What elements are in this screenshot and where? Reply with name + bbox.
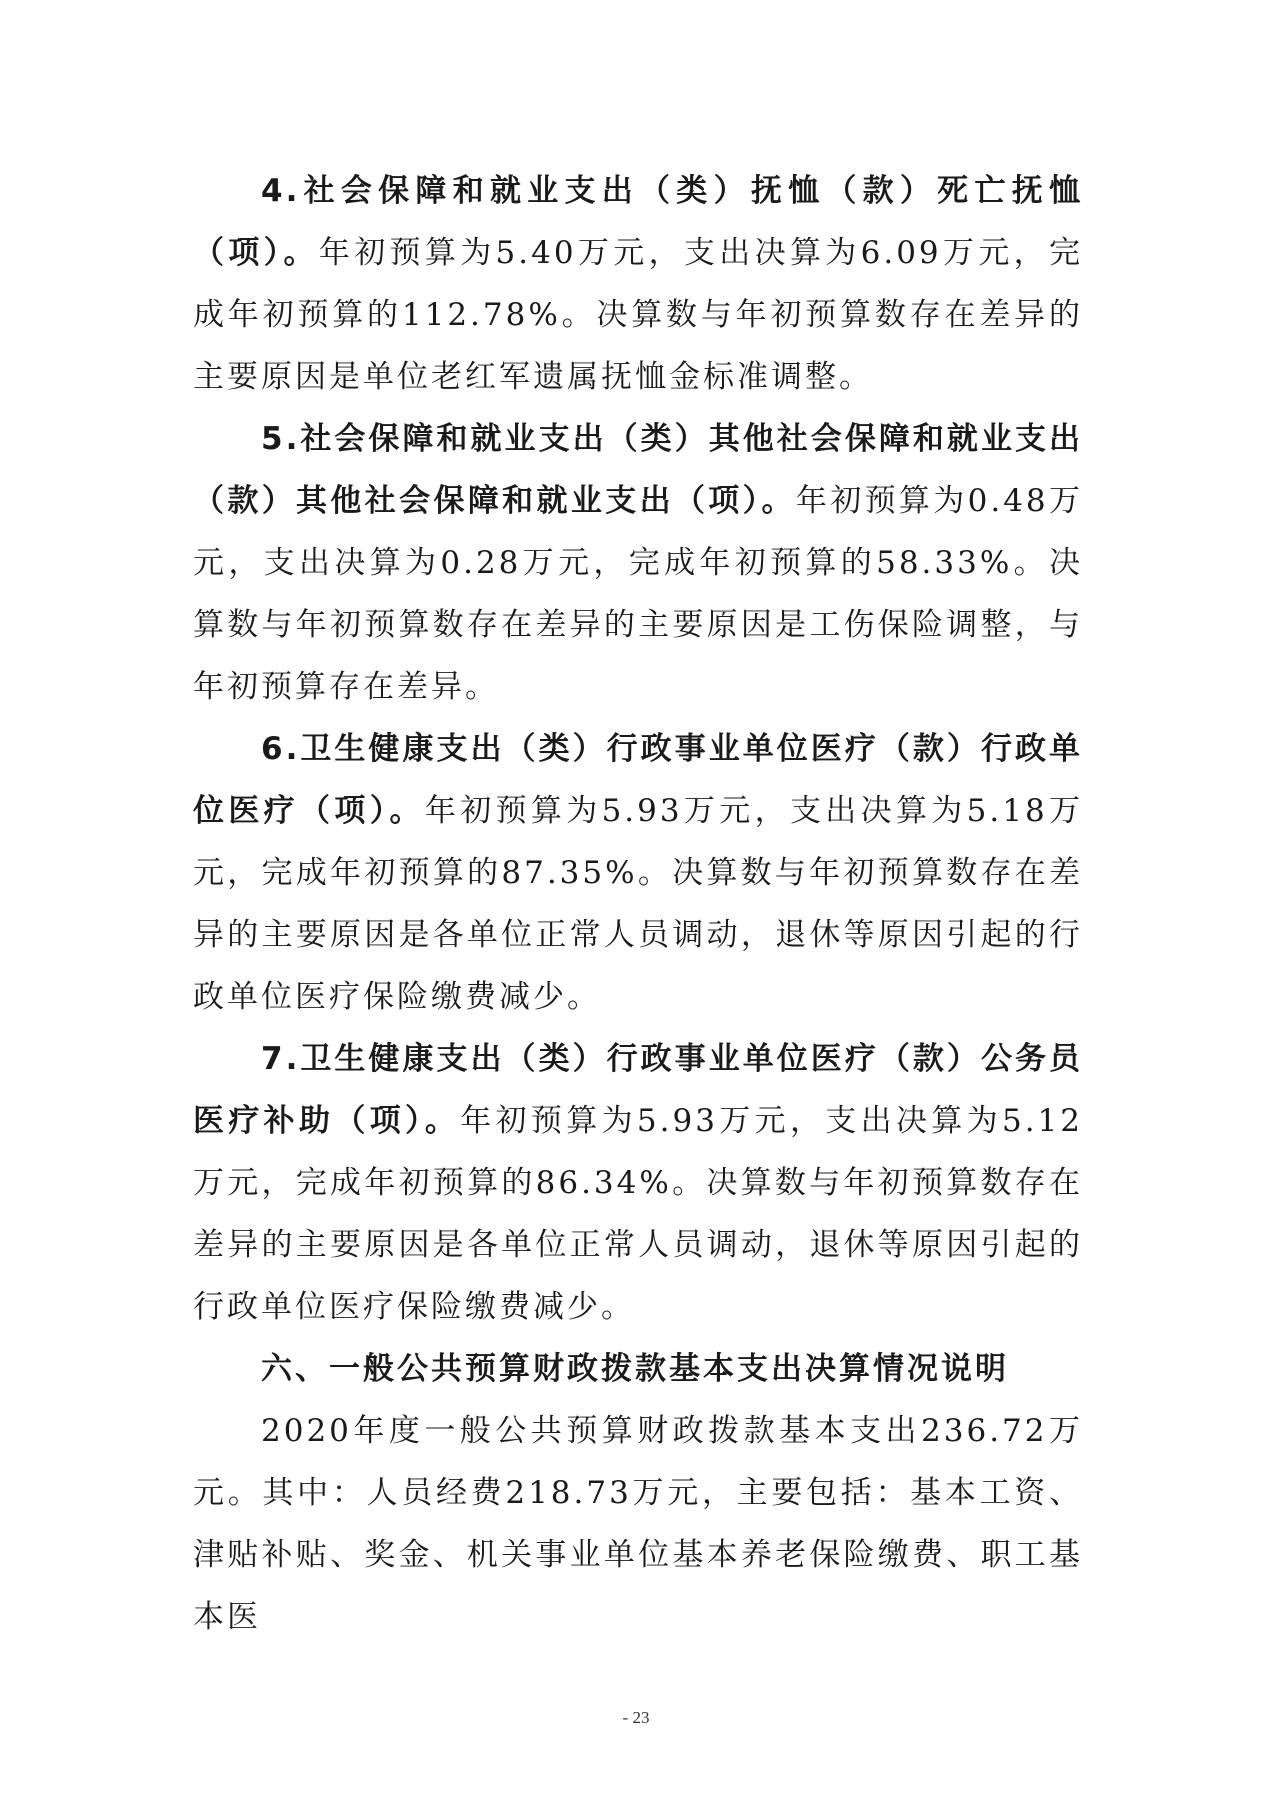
item-4-heading: 4.社会保障和就业支出（类）抚恤（款）死亡抚恤（项）。 bbox=[193, 173, 1083, 271]
item-5-text: 年初预算为0.48万元，支出决算为0.28万元，完成年初预算的58.33%。决算数与年初预算数存在差异的主要原因是工伤保险调整，与年初预算存在差异。 bbox=[193, 483, 1083, 705]
item-5-heading: 5.社会保障和就业支出（类）其他社会保障和就业支出（款）其他社会保障和就业支出（项）。 bbox=[193, 421, 1083, 519]
item-7-text: 年初预算为5.93万元，支出决算为5.12万元，完成年初预算的86.34%。决算数与年初预算数存在差异的主要原因是各单位正常人员调动，退休等原因引起的行政单位医疗保险缴费减少。 bbox=[193, 1103, 1084, 1325]
item-4-paragraph bbox=[193, 160, 1083, 408]
item-7-heading: 7.卫生健康支出（类）行政事业单位医疗（款）公务员医疗补助（项）。 bbox=[193, 1041, 1083, 1139]
item-4-text: 年初预算为5.40万元，支出决算为6.09万元，完成年初预算的112.78%。决算数与年初预算数存在差异的主要原因是单位老红军遗属抚恤金标准调整。 bbox=[193, 235, 1084, 395]
section-paragraph: 2020年度一般公共预算财政拨款基本支出236.72万元。其中：人员经费218.73万元，主要包括：基本工资、津贴补贴、奖金、机关事业单位基本养老保险缴费、职工基本医 bbox=[193, 1413, 1083, 1635]
page-number: - 23 bbox=[622, 1708, 650, 1727]
item-6-paragraph bbox=[193, 718, 1083, 1028]
document-body bbox=[193, 160, 1083, 1648]
item-5-paragraph bbox=[193, 408, 1083, 718]
item-6-text: 年初预算为5.93万元，支出决算为5.18万元，完成年初预算的87.35%。决算数与年初预算数存在差异的主要原因是各单位正常人员调动，退休等原因引起的行政单位医疗保险缴费减少。 bbox=[193, 793, 1084, 1015]
item-7-paragraph bbox=[193, 1028, 1083, 1338]
item-6-heading: 6.卫生健康支出（类）行政事业单位医疗（款）行政单位医疗（项）。 bbox=[193, 731, 1083, 829]
section-heading: 六、一般公共预算财政拨款基本支出决算情况说明 bbox=[261, 1351, 1009, 1387]
